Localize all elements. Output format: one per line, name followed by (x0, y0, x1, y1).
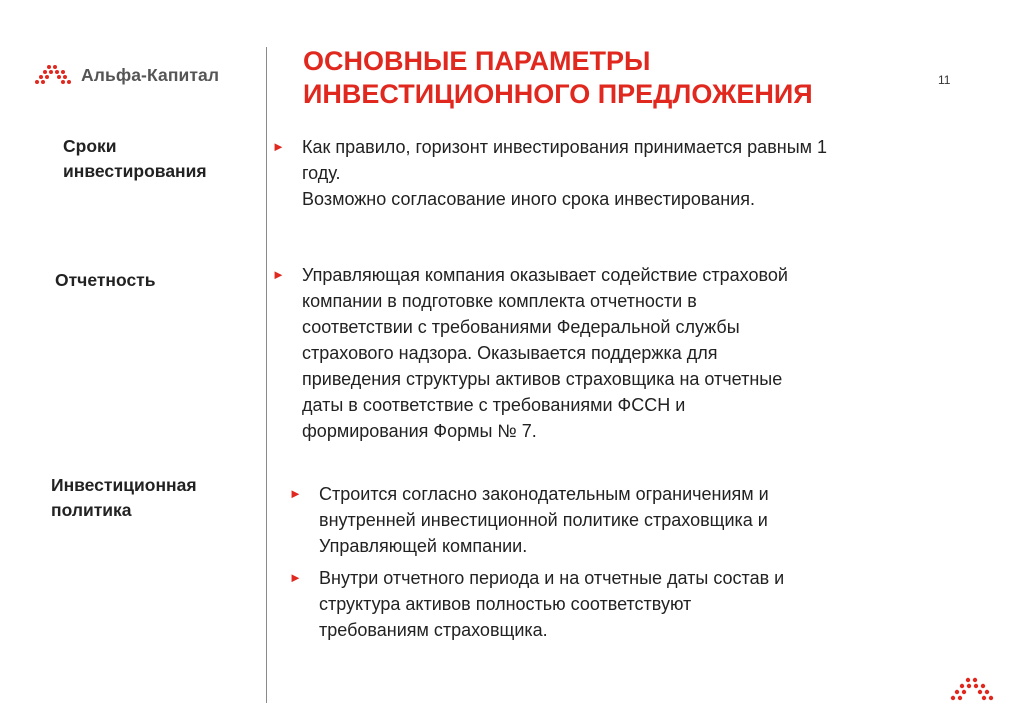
page-title (303, 45, 813, 111)
bullet-arrow-icon: ► (272, 139, 285, 154)
vertical-divider (266, 47, 267, 703)
bullet-arrow-icon: ► (289, 570, 302, 585)
list-item (272, 134, 827, 212)
section-label-terms: Сроки инвестирования (63, 136, 207, 181)
list-item (289, 565, 784, 643)
list-item (272, 262, 788, 444)
item-text: Управляющая компания оказывает содействие страховой компании в подготовке комплекта отчетности в соответствии с требованиями Федеральной службы страхового надзора. Оказывается поддержка для приведения структуры активов страховщика на отчетные даты в соответствие с требованиями ФССН и формирования Формы № 7. (302, 265, 788, 441)
logo-text: Альфа-Капитал (81, 64, 220, 85)
item-text: Внутри отчетного периода и на отчетные даты состав и структура активов полностью соответствуют требованиям страховщика. (319, 568, 785, 640)
company-logo (35, 64, 219, 86)
title-text: ОСНОВНЫЕ ПАРАМЕТРЫ ИНВЕСТИЦИОННОГО ПРЕДЛОЖЕНИЯ (303, 46, 813, 109)
page-number: 11 (938, 73, 951, 87)
bullet-arrow-icon: ► (289, 486, 302, 501)
item-text: Строится согласно законодательным ограничениям и внутренней инвестиционной политике страховщика и Управляющей компании. (319, 484, 769, 556)
section-label-investment-policy: Инвестиционная политика (51, 475, 197, 520)
logo-dots-icon (35, 64, 75, 86)
bullet-arrow-icon: ► (272, 267, 285, 282)
list-item (289, 481, 769, 559)
item-text: Как правило, горизонт инвестирования принимается равным 1 году. Возможно согласование иного срока инвестирования. (302, 137, 828, 209)
corner-dots-icon (950, 677, 996, 703)
section-label-reporting: Отчетность (55, 270, 156, 290)
